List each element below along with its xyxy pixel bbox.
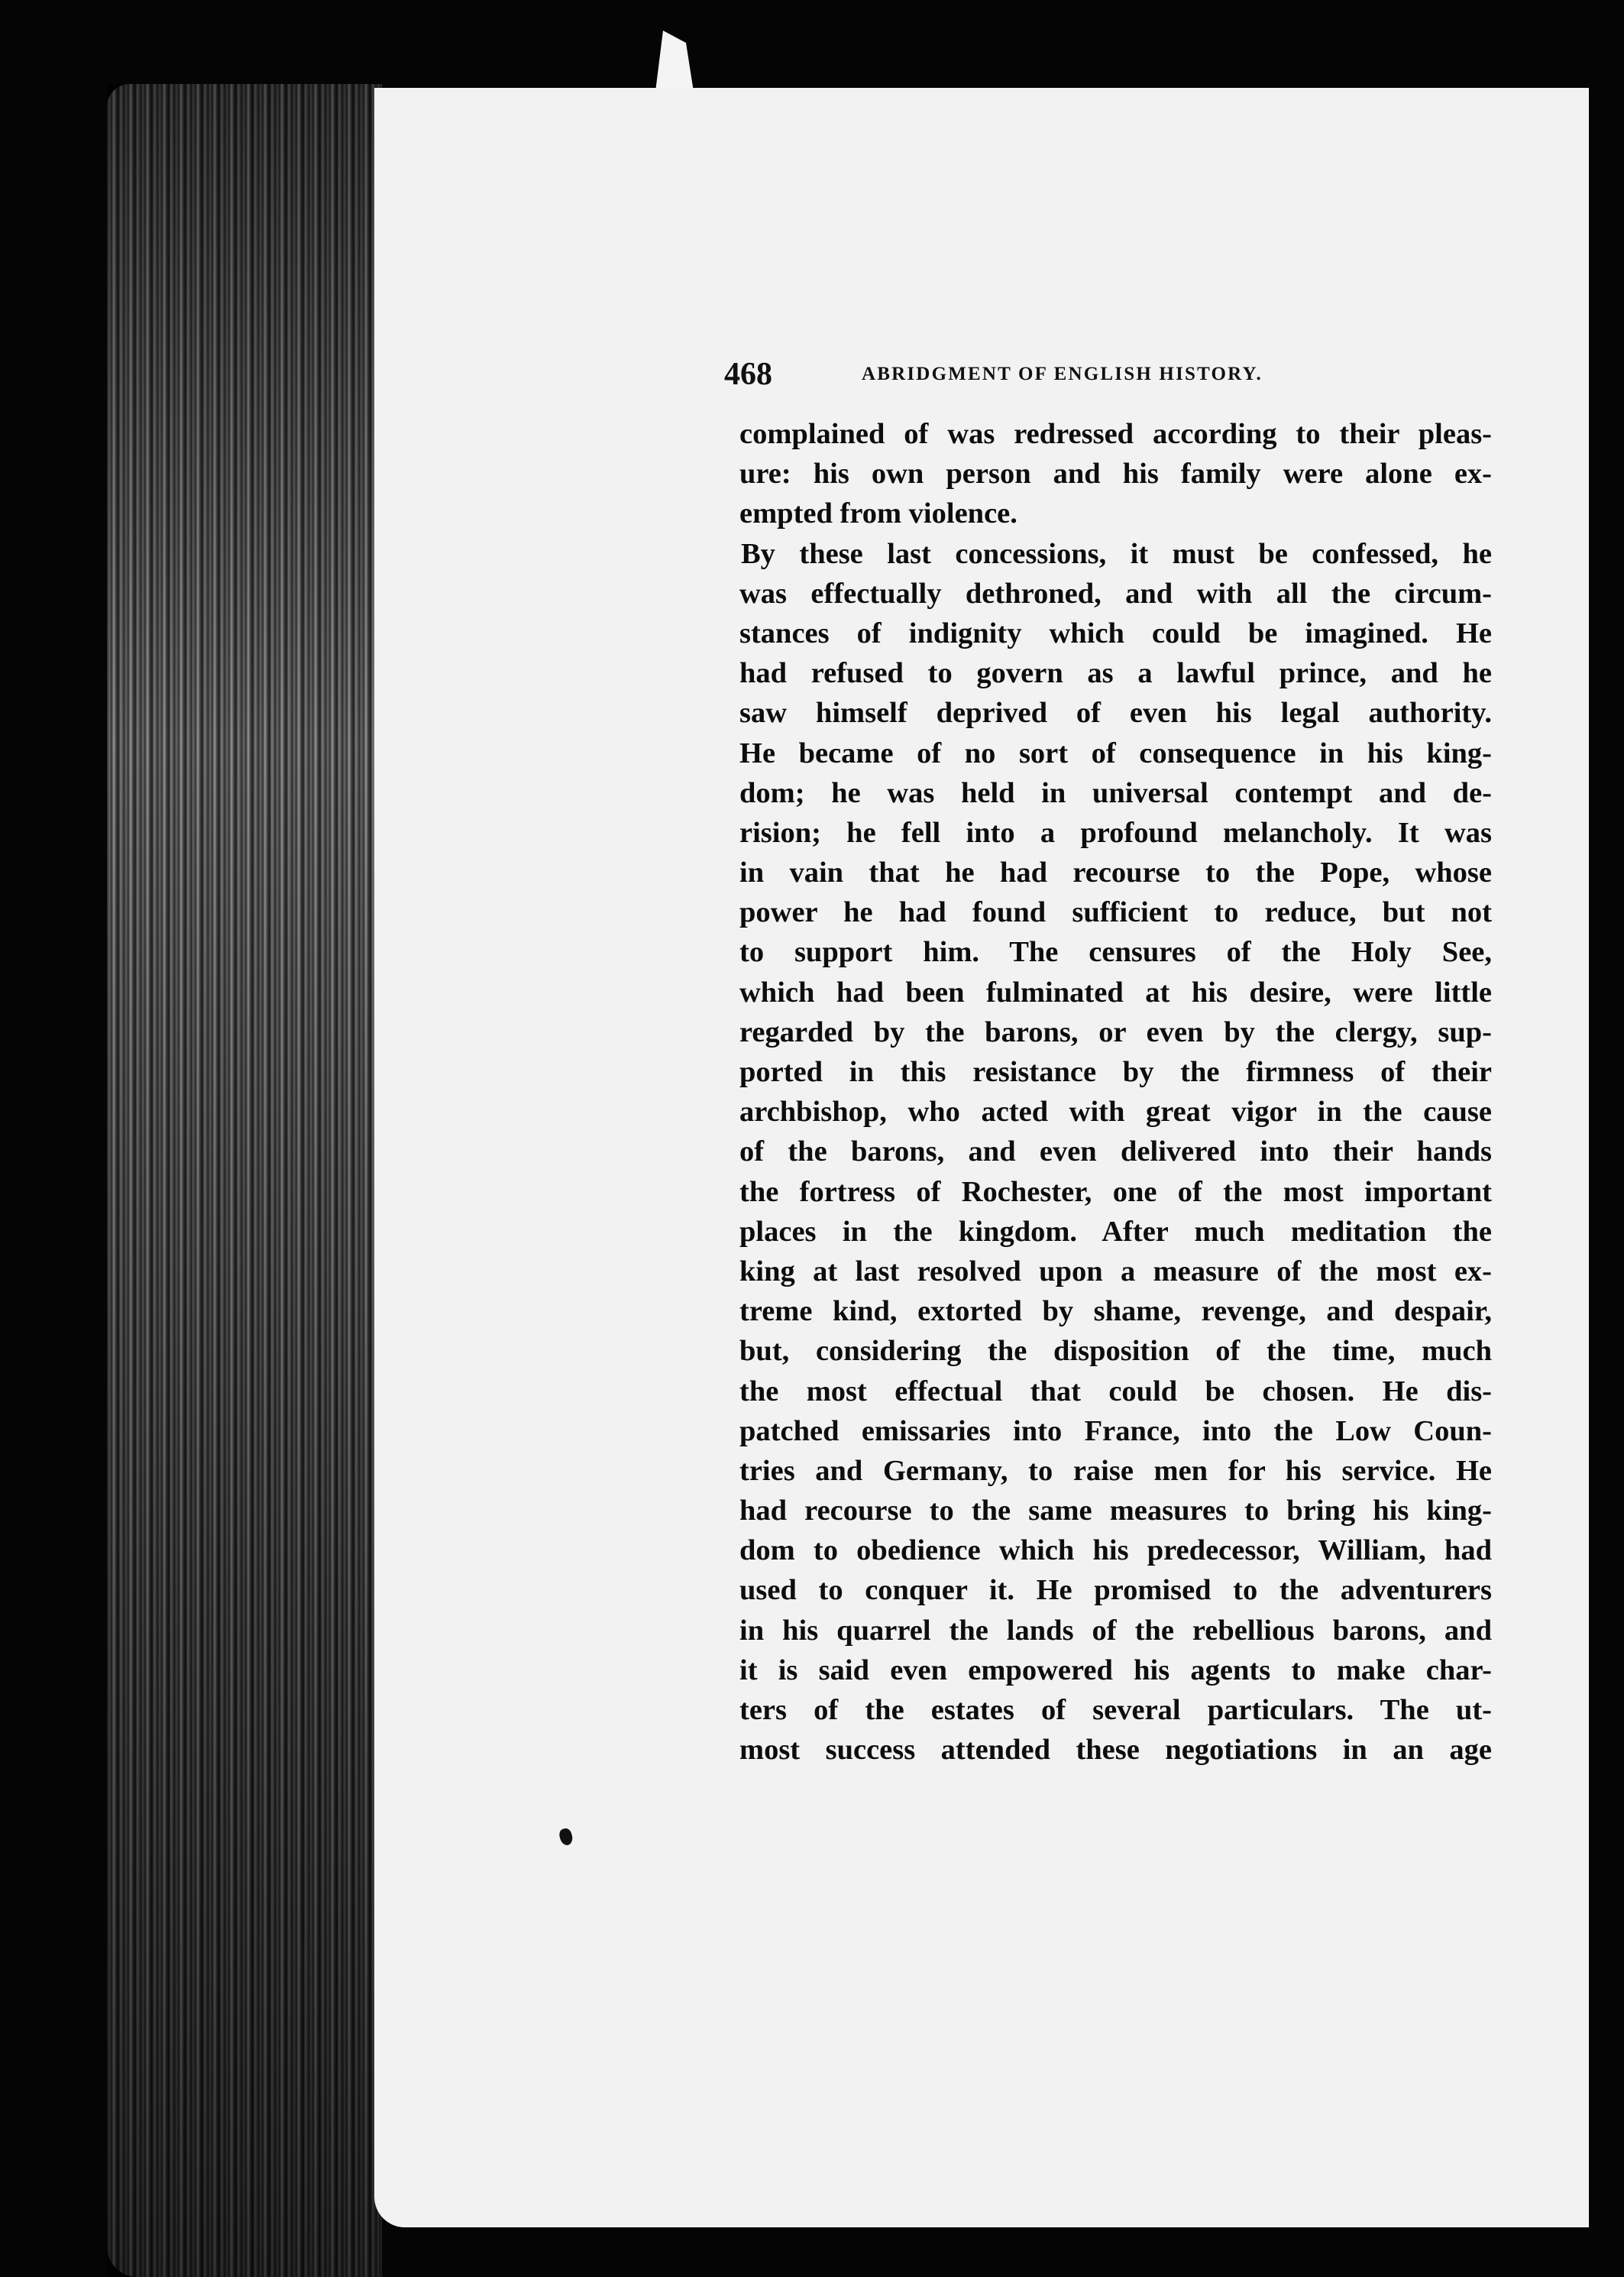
text-line: which had been fulminated at his desire, were little	[739, 976, 1492, 1009]
text-line: in vain that he had recourse to the Pope, whose	[739, 857, 1492, 889]
text-line: empted from violence.	[739, 497, 1017, 530]
text-line: most success attended these negotiations in an age	[739, 1734, 1492, 1767]
text-line: places in the kingdom. After much meditation the	[739, 1215, 1492, 1248]
text-line: of the barons, and even delivered into their hands	[739, 1135, 1492, 1168]
text-line: used to conquer it. He promised to the adventurers	[739, 1574, 1492, 1607]
text-line: rision; he fell into a profound melancholy. It was	[739, 816, 1492, 849]
text-line: saw himself deprived of even his legal authority.	[739, 697, 1492, 730]
running-head: ABRIDGMENT OF ENGLISH HISTORY.	[862, 364, 1263, 384]
text-line: was effectually dethroned, and with all the circum-	[739, 577, 1492, 610]
page-header	[724, 358, 1494, 391]
text-line: archbishop, who acted with great vigor in the cause	[739, 1096, 1492, 1129]
text-line: regarded by the barons, or even by the clergy, sup-	[739, 1015, 1492, 1048]
text-line: the fortress of Rochester, one of the most important	[739, 1175, 1492, 1208]
text-line: stances of indignity which could be imagined. He	[739, 617, 1492, 649]
text-line: had refused to govern as a lawful prince, and he	[739, 657, 1492, 690]
text-line: power he had found sufficient to reduce, but not	[739, 896, 1492, 929]
text-line: treme kind, extorted by shame, revenge, and despair,	[739, 1295, 1492, 1328]
text-line: ure: his own person and his family were alone ex-	[739, 458, 1492, 491]
text-line: dom to obedience which his predecessor, William, had	[739, 1534, 1492, 1567]
body-text	[739, 414, 1492, 1770]
text-line: tries and Germany, to raise men for his service. He	[739, 1454, 1492, 1487]
text-line: By these last concessions, it must be confessed, he	[741, 537, 1492, 570]
text-line: ported in this resistance by the firmness of their	[739, 1056, 1492, 1088]
text-line: complained of was redressed according to their pleas-	[739, 418, 1492, 450]
text-line: He became of no sort of consequence in his king-	[739, 737, 1492, 769]
text-line: ters of the estates of several particulars. The ut-	[739, 1694, 1492, 1726]
text-line: the most effectual that could be chosen. He dis-	[739, 1375, 1492, 1407]
text-line: patched emissaries into France, into the Low Coun-	[739, 1414, 1492, 1447]
text-line: dom; he was held in universal contempt and de-	[739, 776, 1492, 809]
book-page-edges	[107, 84, 382, 2277]
page-tab-mark	[655, 31, 694, 92]
text-line: to support him. The censures of the Holy See,	[739, 936, 1492, 969]
text-line: had recourse to the same measures to bring his king-	[739, 1495, 1492, 1527]
text-line: it is said even empowered his agents to make char-	[739, 1653, 1492, 1686]
text-line: in his quarrel the lands of the rebellious barons, and	[739, 1614, 1492, 1647]
text-line: but, considering the disposition of the time, much	[739, 1335, 1492, 1368]
page-number: 468	[724, 357, 772, 392]
text-line: king at last resolved upon a measure of the most ex-	[739, 1255, 1492, 1287]
